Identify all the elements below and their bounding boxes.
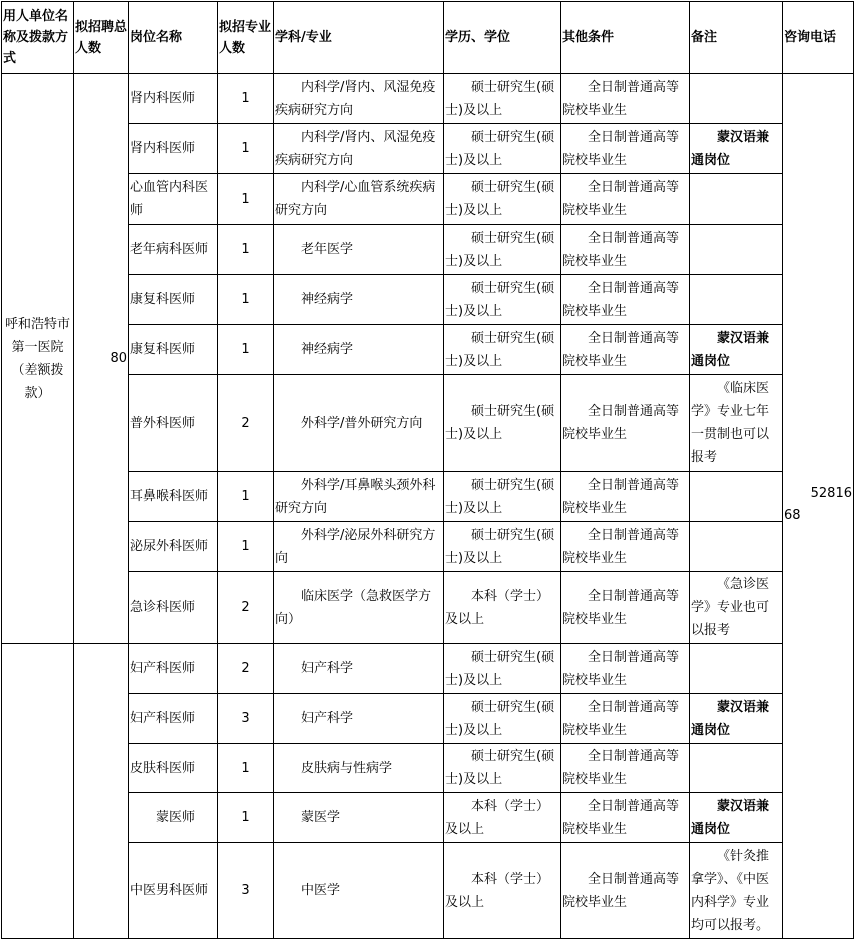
degree-cell bbox=[444, 572, 561, 644]
conditions-cell bbox=[561, 472, 690, 522]
conditions-cell bbox=[561, 793, 690, 843]
major-cell bbox=[274, 522, 444, 572]
degree-text: 硕士研究生(硕士)及以上 bbox=[445, 699, 555, 738]
remarks-text: 蒙汉语兼通岗位 bbox=[691, 330, 770, 369]
conditions-cell bbox=[561, 225, 690, 275]
major-text: 内科学/肾内、风湿免疫疾病研究方向 bbox=[275, 79, 436, 118]
position-name: 皮肤科医师 bbox=[129, 744, 218, 793]
remarks-cell bbox=[690, 225, 783, 275]
major-cell bbox=[274, 644, 444, 694]
major-text: 妇产科学 bbox=[301, 661, 354, 676]
position-count: 1 bbox=[218, 744, 274, 793]
major-cell bbox=[274, 375, 444, 472]
conditions-cell bbox=[561, 375, 690, 472]
position-name: 普外科医师 bbox=[129, 375, 218, 472]
total-count-continued bbox=[74, 644, 129, 939]
degree-text: 硕士研究生(硕士)及以上 bbox=[445, 527, 555, 566]
remarks-cell bbox=[690, 174, 783, 225]
position-count: 1 bbox=[218, 74, 274, 124]
remarks-cell bbox=[690, 644, 783, 694]
remarks-cell bbox=[690, 375, 783, 472]
conditions-text: 全日制普通高等院校毕业生 bbox=[562, 588, 680, 627]
position-count: 2 bbox=[218, 375, 274, 472]
degree-text: 硕士研究生(硕士)及以上 bbox=[445, 129, 555, 168]
remarks-cell bbox=[690, 793, 783, 843]
position-count: 1 bbox=[218, 472, 274, 522]
degree-text: 本科（学士）及以上 bbox=[445, 588, 550, 627]
degree-text: 本科（学士）及以上 bbox=[445, 798, 550, 837]
position-count: 1 bbox=[218, 275, 274, 325]
position-name: 泌尿外科医师 bbox=[129, 522, 218, 572]
conditions-text: 全日制普通高等院校毕业生 bbox=[562, 180, 680, 218]
header-total: 拟招聘总人数 bbox=[74, 2, 129, 74]
table-row bbox=[2, 522, 854, 572]
position-name: 妇产科医师 bbox=[129, 694, 218, 744]
remarks-cell bbox=[690, 694, 783, 744]
table-row bbox=[2, 843, 854, 939]
table-row bbox=[2, 275, 854, 325]
remarks-cell bbox=[690, 522, 783, 572]
major-cell bbox=[274, 744, 444, 793]
degree-text: 硕士研究生(硕士)及以上 bbox=[445, 180, 555, 218]
position-count: 1 bbox=[218, 325, 274, 375]
position-count: 1 bbox=[218, 225, 274, 275]
header-conditions: 其他条件 bbox=[561, 2, 690, 74]
degree-cell bbox=[444, 174, 561, 225]
position-count: 3 bbox=[218, 843, 274, 939]
degree-cell bbox=[444, 375, 561, 472]
major-text: 内科学/心血管系统疾病研究方向 bbox=[275, 180, 436, 218]
table-row bbox=[2, 793, 854, 843]
degree-cell bbox=[444, 472, 561, 522]
position-name: 耳鼻喉科医师 bbox=[129, 472, 218, 522]
degree-text: 硕士研究生(硕士)及以上 bbox=[445, 330, 555, 369]
major-text: 外科学/普外研究方向 bbox=[301, 415, 423, 431]
conditions-text: 全日制普通高等院校毕业生 bbox=[562, 699, 680, 738]
major-text: 蒙医学 bbox=[301, 810, 341, 825]
major-text: 妇产科学 bbox=[301, 711, 354, 726]
remarks-cell bbox=[690, 325, 783, 375]
position-count: 1 bbox=[218, 174, 274, 225]
degree-text: 硕士研究生(硕士)及以上 bbox=[445, 404, 555, 442]
conditions-text: 全日制普通高等院校毕业生 bbox=[562, 79, 680, 118]
degree-cell bbox=[444, 522, 561, 572]
conditions-text: 全日制普通高等院校毕业生 bbox=[562, 230, 680, 269]
conditions-cell bbox=[561, 275, 690, 325]
position-name: 康复科医师 bbox=[129, 325, 218, 375]
major-text: 内科学/肾内、风湿免疫疾病研究方向 bbox=[275, 129, 436, 168]
position-count: 1 bbox=[218, 124, 274, 174]
major-text: 外科学/耳鼻喉头颈外科研究方向 bbox=[275, 477, 436, 516]
major-cell bbox=[274, 843, 444, 939]
position-name: 蒙医师 bbox=[156, 810, 196, 825]
header-unit: 用人单位名称及拨款方式 bbox=[2, 2, 74, 74]
degree-text: 硕士研究生(硕士)及以上 bbox=[445, 749, 555, 787]
major-text: 神经病学 bbox=[301, 292, 354, 307]
header-position: 岗位名称 bbox=[129, 2, 218, 74]
table-row bbox=[2, 225, 854, 275]
degree-cell bbox=[444, 644, 561, 694]
major-cell bbox=[274, 325, 444, 375]
degree-text: 本科（学士）及以上 bbox=[445, 871, 550, 910]
header-count: 拟招专业人数 bbox=[218, 2, 274, 74]
recruitment-table bbox=[1, 1, 854, 939]
phone-part-1: 68 bbox=[784, 507, 801, 523]
total-count: 80 bbox=[74, 74, 129, 644]
table-row bbox=[2, 74, 854, 124]
remarks-text: 蒙汉语兼通岗位 bbox=[691, 798, 770, 837]
remarks-text: 《临床医学》专业七年一贯制也可以报考 bbox=[691, 381, 770, 465]
conditions-text: 全日制普通高等院校毕业生 bbox=[562, 330, 680, 369]
conditions-cell bbox=[561, 174, 690, 225]
position-name: 肾内科医师 bbox=[129, 124, 218, 174]
phone-part-2: 52816 bbox=[810, 485, 852, 501]
major-text: 皮肤病与性病学 bbox=[301, 760, 393, 776]
header-degree: 学历、学位 bbox=[444, 2, 561, 74]
table-row bbox=[2, 744, 854, 793]
header-phone: 咨询电话 bbox=[783, 2, 854, 74]
conditions-text: 全日制普通高等院校毕业生 bbox=[562, 129, 680, 168]
major-cell bbox=[274, 793, 444, 843]
conditions-cell bbox=[561, 843, 690, 939]
degree-text: 硕士研究生(硕士)及以上 bbox=[445, 230, 555, 269]
conditions-text: 全日制普通高等院校毕业生 bbox=[562, 527, 680, 566]
major-cell bbox=[274, 174, 444, 225]
remarks-cell bbox=[690, 275, 783, 325]
conditions-text: 全日制普通高等院校毕业生 bbox=[562, 280, 680, 319]
conditions-cell bbox=[561, 124, 690, 174]
position-name: 康复科医师 bbox=[129, 275, 218, 325]
remarks-text: 蒙汉语兼通岗位 bbox=[691, 699, 770, 738]
conditions-text: 全日制普通高等院校毕业生 bbox=[562, 649, 680, 688]
major-text: 中医学 bbox=[301, 883, 341, 898]
degree-cell bbox=[444, 793, 561, 843]
position-cell bbox=[129, 793, 218, 843]
position-count: 1 bbox=[218, 522, 274, 572]
conditions-text: 全日制普通高等院校毕业生 bbox=[562, 798, 680, 837]
table-row bbox=[2, 375, 854, 472]
header-major: 学科/专业 bbox=[274, 2, 444, 74]
position-name: 中医男科医师 bbox=[129, 843, 218, 939]
remarks-text: 蒙汉语兼通岗位 bbox=[691, 129, 770, 168]
table-row bbox=[2, 472, 854, 522]
degree-cell bbox=[444, 694, 561, 744]
conditions-cell bbox=[561, 572, 690, 644]
conditions-cell bbox=[561, 694, 690, 744]
degree-cell bbox=[444, 124, 561, 174]
remarks-cell bbox=[690, 843, 783, 939]
major-cell bbox=[274, 694, 444, 744]
table-row bbox=[2, 174, 854, 225]
position-count: 1 bbox=[218, 793, 274, 843]
remarks-cell bbox=[690, 572, 783, 644]
position-name: 肾内科医师 bbox=[129, 74, 218, 124]
remarks-text: 《急诊医学》专业也可以报考 bbox=[691, 577, 770, 638]
degree-cell bbox=[444, 275, 561, 325]
conditions-cell bbox=[561, 744, 690, 793]
conditions-text: 全日制普通高等院校毕业生 bbox=[562, 749, 680, 787]
degree-cell bbox=[444, 843, 561, 939]
major-cell bbox=[274, 74, 444, 124]
degree-cell bbox=[444, 74, 561, 124]
conditions-cell bbox=[561, 522, 690, 572]
remarks-cell bbox=[690, 124, 783, 174]
remarks-text: 《针灸推拿学》、《中医内科学》专业均可以报考。 bbox=[691, 848, 770, 933]
major-text: 外科学/泌尿外科研究方向 bbox=[275, 527, 436, 566]
remarks-cell bbox=[690, 744, 783, 793]
position-count: 2 bbox=[218, 572, 274, 644]
major-cell bbox=[274, 225, 444, 275]
table-row bbox=[2, 694, 854, 744]
degree-text: 硕士研究生(硕士)及以上 bbox=[445, 79, 555, 118]
position-name: 急诊科医师 bbox=[129, 572, 218, 644]
position-count: 3 bbox=[218, 694, 274, 744]
remarks-cell bbox=[690, 74, 783, 124]
position-name: 老年病科医师 bbox=[129, 225, 218, 275]
degree-cell bbox=[444, 325, 561, 375]
conditions-text: 全日制普通高等院校毕业生 bbox=[562, 477, 680, 516]
major-cell bbox=[274, 275, 444, 325]
degree-text: 硕士研究生(硕士)及以上 bbox=[445, 280, 555, 319]
conditions-text: 全日制普通高等院校毕业生 bbox=[562, 404, 680, 442]
unit-name-continued bbox=[2, 644, 74, 939]
degree-cell bbox=[444, 744, 561, 793]
table-row bbox=[2, 644, 854, 694]
major-text: 临床医学（急救医学方向） bbox=[275, 588, 432, 627]
phone-cell bbox=[783, 74, 854, 939]
table-row bbox=[2, 325, 854, 375]
conditions-cell bbox=[561, 325, 690, 375]
conditions-cell bbox=[561, 74, 690, 124]
major-cell bbox=[274, 572, 444, 644]
conditions-text: 全日制普通高等院校毕业生 bbox=[562, 871, 680, 910]
unit-name: 呼和浩特市第一医院（差额拨款） bbox=[2, 74, 74, 644]
remarks-cell bbox=[690, 472, 783, 522]
position-name: 心血管内科医师 bbox=[129, 174, 218, 225]
table-row bbox=[2, 124, 854, 174]
position-count: 2 bbox=[218, 644, 274, 694]
major-text: 老年医学 bbox=[301, 242, 354, 257]
major-text: 神经病学 bbox=[301, 342, 354, 357]
degree-text: 硕士研究生(硕士)及以上 bbox=[445, 649, 555, 688]
conditions-cell bbox=[561, 644, 690, 694]
major-cell bbox=[274, 124, 444, 174]
major-cell bbox=[274, 472, 444, 522]
degree-text: 硕士研究生(硕士)及以上 bbox=[445, 477, 555, 516]
position-name: 妇产科医师 bbox=[129, 644, 218, 694]
degree-cell bbox=[444, 225, 561, 275]
table-row bbox=[2, 572, 854, 644]
header-remarks: 备注 bbox=[690, 2, 783, 74]
header-row bbox=[2, 2, 854, 74]
